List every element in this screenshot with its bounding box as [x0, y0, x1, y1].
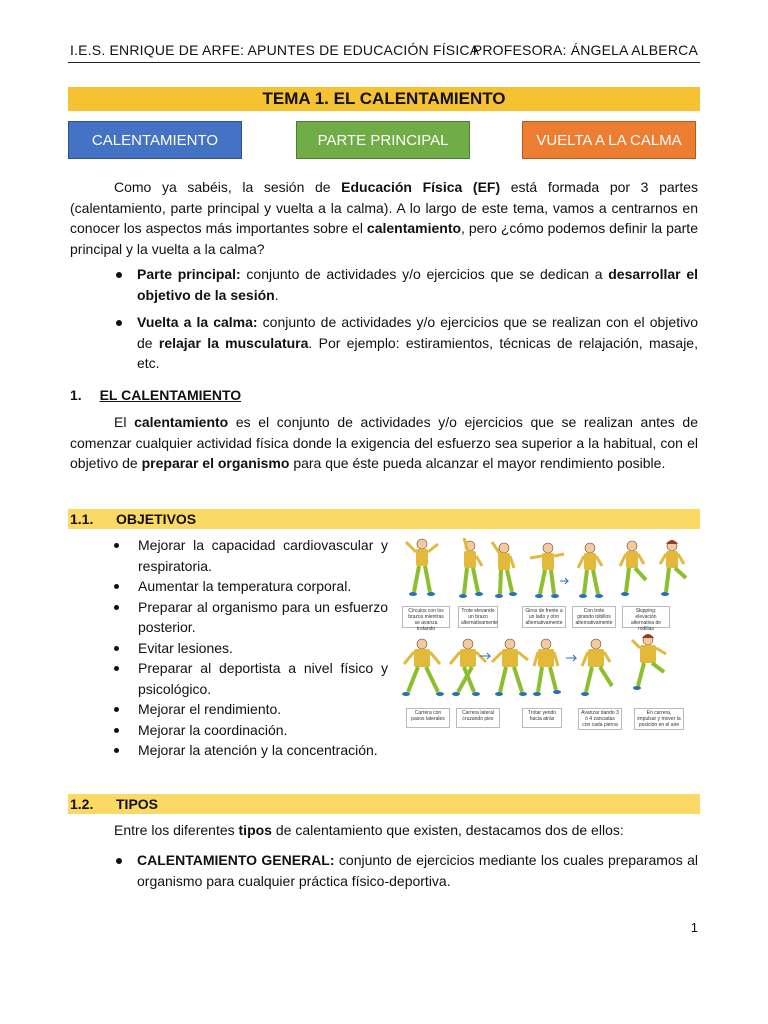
def-vc-bold: relajar la musculatura: [158, 334, 309, 351]
def-vc-end: . Por ejemplo: estiramientos, técnicas de relajación, masaje, etc.: [137, 334, 698, 371]
exercise-figure: [566, 639, 612, 696]
exercise-caption: Skipping: elevación alternativa de rodillas: [622, 606, 670, 628]
exercise-figure: [406, 539, 438, 596]
bullet-dot: [114, 666, 119, 671]
exercise-figure: [533, 639, 561, 696]
subsection-number: 1.1.: [70, 511, 94, 527]
exercise-figure: [450, 639, 486, 696]
intro-bold-calentamiento: calentamiento: [366, 220, 462, 236]
exercise-caption: Trotar yendo hacia atrás: [522, 708, 562, 728]
exercise-caption: Avanzar dando 3 ó 4 zancadas con cada pierna: [578, 708, 622, 730]
list-item: [110, 699, 388, 720]
list-item-text: Preparar al organismo para un esfuerzo posterior.: [138, 598, 388, 635]
warmup-exercises-illustration: [400, 536, 702, 736]
def-pp-label: Parte principal:: [137, 266, 241, 282]
list-item: [110, 720, 388, 741]
s1-bold-1: calentamiento: [134, 414, 229, 430]
subsection-number: 1.2.: [70, 796, 94, 812]
exercise-figure: [620, 541, 646, 596]
exercise-caption: Círculos con los brazos mientras se avanza trotando: [402, 606, 450, 628]
bullet-dot: [114, 707, 119, 712]
bullet-dot: [116, 858, 122, 864]
bullet-dot: [114, 543, 119, 548]
exercise-figure: [402, 639, 444, 696]
subsection-title: OBJETIVOS: [116, 511, 197, 527]
page-header: [68, 38, 700, 63]
subsection-tipos-bar: [68, 794, 700, 814]
exercise-caption: Carrera lateral cruzando pies: [456, 708, 500, 728]
list-item-text: Evitar lesiones.: [138, 639, 233, 656]
list-item: [110, 638, 388, 659]
section-heading: [70, 387, 241, 403]
list-item: [110, 535, 388, 576]
section-title: EL CALENTAMIENTO: [99, 387, 242, 403]
def-pp-bold: desarrollar el objetivo de la sesión: [137, 266, 698, 303]
intro-text-2: está formada por 3 partes (calentamiento, parte principal y vuelta a la calma). A lo largo de este tema, vamos a centrarnos en conocer los aspectos más importantes sobre el: [70, 179, 698, 236]
exercise-figure: [660, 540, 686, 596]
bullet-dot: [116, 272, 122, 278]
list-item-text: Preparar al deportista a nivel físico y psicológico.: [138, 660, 388, 697]
header-school: I.E.S. ENRIQUE DE ARFE: APUNTES DE EDUCACIÓN FÍSICA: [70, 42, 480, 58]
subsection-objetivos-bar: [68, 509, 700, 529]
def-pp-end: .: [274, 286, 279, 303]
header-teacher: PROFESORA: ÁNGELA ALBERCA: [472, 42, 698, 58]
s1-bold-2: preparar el organismo: [141, 455, 290, 471]
exercise-caption: Giros de frente a un lado y otro alternativamente: [522, 606, 566, 628]
exercise-caption: En carrera, impulsar y mover la posición en el aire: [634, 708, 684, 730]
bullet-dot: [114, 584, 119, 589]
subsection-title: TIPOS: [116, 796, 159, 812]
exercise-figure: [459, 538, 483, 598]
page-title: TEMA 1. EL CALENTAMIENTO: [68, 87, 700, 111]
phase-calentamiento-box: CALENTAMIENTO: [68, 121, 242, 159]
def-vc-label: Vuelta a la calma:: [137, 314, 258, 330]
list-item-text: Mejorar el rendimiento.: [138, 701, 282, 717]
exercise-caption: Trote elevando un brazo alternativamente: [458, 606, 498, 628]
exercise-figure: [492, 542, 517, 598]
def-vc-text: conjunto de actividades y/o ejercicios que se realizan con el objetivo de: [137, 314, 698, 351]
warmup-figures-image: [400, 536, 702, 736]
tipos-bold: tipos: [238, 822, 272, 838]
list-item-text: Mejorar la capacidad cardiovascular y respiratoria.: [138, 537, 388, 574]
tipos-text-2: de calentamiento que existen, destacamos dos de ellos:: [271, 822, 624, 838]
objectives-list: [110, 535, 388, 761]
definition-parte-principal: [137, 264, 698, 305]
bullet-dot: [114, 728, 119, 733]
intro-text-3: , pero ¿cómo podemos definir la parte principal y la vuelta a la calma?: [70, 220, 698, 257]
phase-vuelta-calma-box: VUELTA A LA CALMA: [522, 121, 696, 159]
intro-text-1: Como ya sabéis, la sesión de: [114, 179, 342, 195]
s1-text-3: para que éste pueda alcanzar el mayor rendimiento posible.: [289, 455, 666, 471]
list-item: [110, 658, 388, 699]
exercise-figure: [578, 543, 603, 598]
tipos-text-1: Entre los diferentes: [114, 822, 239, 838]
list-item-text: Mejorar la coordinación.: [138, 721, 288, 738]
bullet-dot: [114, 605, 119, 610]
phase-parte-principal-box: PARTE PRINCIPAL: [296, 121, 470, 159]
s1-text-2: es el conjunto de actividades y/o ejercicios que se realizan antes de comenzar cualquier actividad física donde la exigencia del esfuerzo sea superior a la habitual, con el objetivo de: [70, 414, 698, 471]
list-item: [110, 740, 388, 761]
section-number: 1.: [70, 387, 82, 403]
exercise-caption: Carrera con pasos laterales: [406, 708, 450, 728]
def-cg-text: conjunto de ejercicios mediante los cuales preparamos al organismo para cualquier práctica físico-deportiva.: [137, 852, 698, 889]
tipos-intro-paragraph: [114, 820, 698, 841]
exercise-figure: [530, 543, 568, 598]
def-pp-text: conjunto de actividades y/o ejercicios que se dedican a: [240, 266, 609, 282]
intro-paragraph: [70, 177, 698, 259]
list-item-text: Aumentar la temperatura corporal.: [138, 578, 352, 594]
definition-vuelta-calma: [137, 312, 698, 374]
def-cg-label: CALENTAMIENTO GENERAL:: [137, 852, 335, 868]
s1-text-1: El: [114, 414, 135, 430]
list-item-text: Mejorar la atención y la concentración.: [138, 742, 378, 758]
bullet-dot: [116, 320, 122, 326]
exercise-figure: [632, 634, 666, 690]
bullet-dot: [114, 646, 119, 651]
list-item: [110, 597, 388, 638]
list-item: [110, 576, 388, 597]
exercise-figure: [480, 639, 528, 696]
definition-calentamiento-general: [137, 850, 698, 891]
calentamiento-definition-paragraph: [70, 412, 698, 474]
page-number: 1: [690, 920, 698, 935]
intro-bold-ef: Educación Física (EF): [341, 179, 501, 195]
exercise-caption: Con trote girando tobillos alternativamente: [572, 606, 616, 628]
bullet-dot: [114, 748, 119, 753]
